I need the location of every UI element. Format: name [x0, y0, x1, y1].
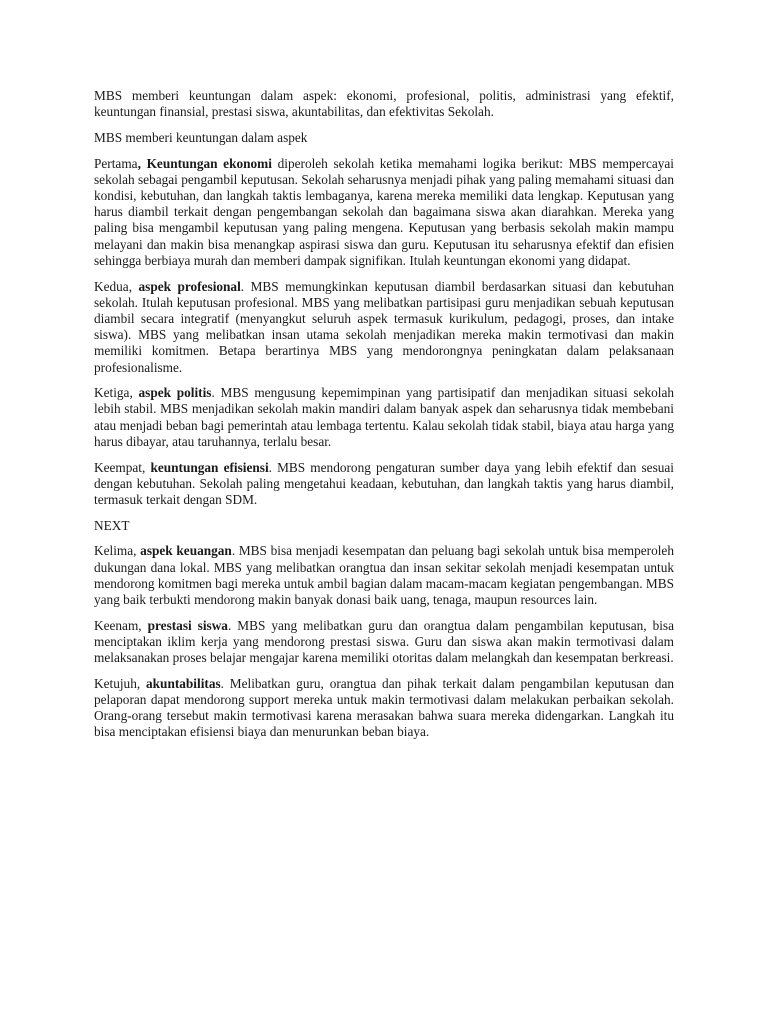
paragraph-text: diperoleh sekolah ketika memahami logika berikut: MBS mempercayai sekolah sebagai pengambil keputusan. Sekolah seharusnya menjadi pihak yang paling memahami situasi dan kondisi, kebutuhan, dan langkah taktis lembaganya, karena mereka memiliki data lengkap. Keputusan yang harus diambil terkait dengan pengembangan sekolah dan bagaimana siswa akan diarahkan. Mereka yang paling bisa mengambil keputusan yang paling mengena. Keputusan yang berbasis sekolah makin mampu melayani dan makin bisa menangkap aspirasi siswa dan guru. Keputusan itu seharusnya efektif dan efisien sehingga berbiaya murah dan memberi dampak signifikan. Itulah keuntungan ekonomi yang didapat. — [94, 155, 674, 268]
paragraph-keyword: keuntungan efisiensi — [150, 459, 269, 475]
paragraph-keyword: , Keuntungan ekonomi — [137, 155, 272, 171]
paragraph-subheading — [94, 130, 674, 146]
paragraph-keyword: prestasi siswa — [147, 617, 228, 633]
paragraph-lead: Pertama — [94, 155, 138, 171]
paragraph-text: MBS memberi keuntungan dalam aspek: ekonomi, profesional, politis, administrasi yang efektif, keuntungan finansial, prestasi siswa, akuntabilitas, dan efektivitas Sekolah. — [94, 88, 674, 120]
paragraph-keempat — [94, 460, 674, 509]
paragraph-lead: Ketujuh, — [94, 675, 146, 691]
paragraph-kedua — [94, 279, 674, 376]
paragraph-next — [94, 518, 674, 534]
paragraph-lead: Keenam, — [94, 617, 148, 633]
paragraph-lead: Kedua, — [94, 278, 139, 294]
paragraph-text: . MBS bisa menjadi kesempatan dan peluang bagi sekolah untuk bisa memperoleh dukungan dana lokal. MBS yang melibatkan orangtua dan insan sekitar sekolah menjadi kesempatan untuk mendorong komitmen bagi mereka untuk ambil bagian dalam macam-macam kegiatan pengembangan. MBS yang baik terbukti mendorong makin banyak donasi baik uang, tenaga, maupun resources lain. — [94, 543, 674, 607]
paragraph-text: . Melibatkan guru, orangtua dan pihak terkait dalam pengambilan keputusan dan pelaporan dapat mendorong support mereka untuk makin termotivasi dalam melakukan perbaikan sekolah. Orang-orang tersebut makin termotivasi karena merasakan bahwa suara mereka didengarkan. Langkah itu bisa menciptakan efisiensi biaya dan menurunkan beban biaya. — [94, 675, 674, 740]
paragraph-text: NEXT — [94, 517, 130, 533]
paragraph-ketujuh — [94, 676, 674, 741]
paragraph-keyword: aspek keuangan — [140, 543, 232, 559]
paragraph-kelima — [94, 543, 674, 608]
paragraph-intro — [94, 88, 674, 120]
paragraph-keyword: aspek politis — [138, 385, 212, 401]
paragraph-text: . MBS mengusung kepemimpinan yang partisipatif dan menjadikan situasi sekolah lebih stabil. MBS menjadikan sekolah makin mandiri dalam banyak aspek dan seharusnya tidak membebani atau menjadi beban bagi pemerintah atau lembaga tertentu. Kalau sekolah tidak stabil, biaya atau harga yang harus dibayar, atau taruhannya, terlalu besar. — [94, 385, 674, 449]
paragraph-lead: Kelima, — [94, 543, 141, 559]
paragraph-keenam — [94, 618, 674, 667]
paragraph-lead: Keempat, — [94, 459, 151, 475]
paragraph-text: . MBS memungkinkan keputusan diambil berdasarkan situasi dan kebutuhan sekolah. Itulah keputusan profesional. MBS yang melibatkan partisipasi guru menjadikan sebuah keputusan diambil secara integratif (menyangkut seluruh aspek termasuk kurikulum, pedagogi, proses, dan intake siswa). MBS yang melibatkan insan utama sekolah menjadikan mereka makin termotivasi dan makin memiliki komitmen. Betapa berartinya MBS yang mendorongnya peningkatan dalam pelaksanaan profesionalisme. — [94, 278, 674, 375]
paragraph-text: . MBS mendorong pengaturan sumber daya yang lebih efektif dan sesuai dengan kebutuhan. Sekolah paling mengetahui keadaan, kebutuhan, dan langkah taktis yang harus diambil, termasuk terkait dengan SDM. — [94, 459, 674, 507]
paragraph-keyword: akuntabilitas — [146, 675, 221, 691]
paragraph-lead: Ketiga, — [94, 385, 139, 401]
document-page — [94, 88, 674, 750]
paragraph-keyword: aspek profesional — [138, 278, 241, 294]
paragraph-text: . MBS yang melibatkan guru dan orangtua dalam pengambilan keputusan, bisa menciptakan iklim kerja yang mendorong prestasi siswa. Guru dan siswa akan makin termotivasi dalam melaksanakan proses belajar mengajar karena memiliki otoritas dalam melangkah dan kesempatan berkreasi. — [94, 617, 674, 666]
paragraph-text: MBS memberi keuntungan dalam aspek — [94, 129, 308, 145]
paragraph-pertama — [94, 156, 674, 269]
paragraph-ketiga — [94, 385, 674, 450]
